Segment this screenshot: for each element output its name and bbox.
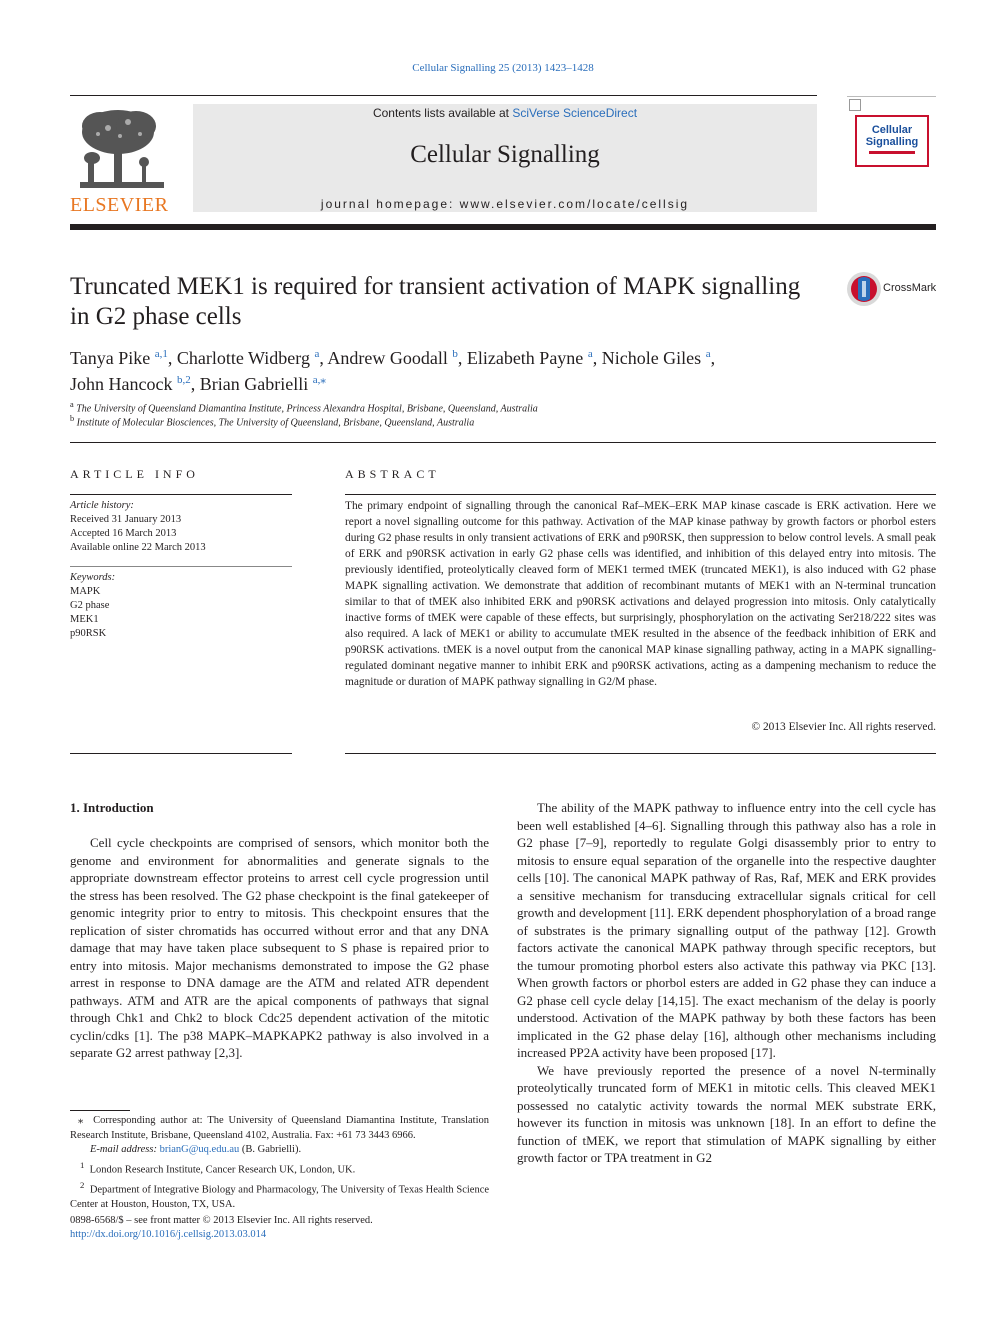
- divider: [70, 566, 292, 567]
- journal-cover: [855, 115, 929, 167]
- paragraph: Cell cycle checkpoints are comprised of sensors, which monitor both the genome and environment for abnormalities and generate signals to the appropriate downstream effector proteins to arrest cell cycle progression until the stress has been resolved. The G2 phase checkpoint is the final gatekeeper of genomic integrity prior to entry to mitosis. This checkpoint ensures that the replication of sister chromatids has occurred without error and that any DNA damage that may have taken place subsequent to S phase is repaired prior to entry into mitosis. Major mechanisms demonstrated to impose the G2 phase arrest in response to DNA damage are the ATM and related ATR dependent pathways. ATM and ATR are the apical components of pathways that signal through Chk1 and Chk2 to block Cdc25 dependent activation of the mitotic cyclin/cdks [1]. The p38 MAPK–MAPKAPK2 pathway is also involved in a separate G2 arrest pathway [2,3].: [70, 835, 489, 1060]
- journal-name: Cellular Signalling: [410, 141, 600, 168]
- author[interactable]: Nichole Giles $^a$: [601, 348, 711, 368]
- email-note: E-mail address: brianG@uq.edu.au (B. Gabrielli).: [90, 1144, 302, 1155]
- divider: [70, 442, 936, 443]
- author[interactable]: Charlotte Widberg $^a$: [176, 348, 320, 368]
- author[interactable]: Andrew Goodall $^b$: [327, 348, 458, 368]
- doi-link[interactable]: http://dx.doi.org/10.1016/j.cellsig.2013.03.014: [70, 1229, 267, 1240]
- abstract-text: The primary endpoint of signalling through the canonical Raf–MEK–ERK MAP kinase cascade is ERK activation. Here we report a novel signalling outcome for this pathway. Activation of the MAP kinase pathway by growth factors or phorbol esters during G2 phase results in only transient activations of ERK and p90RSK, then suppression to below control levels. A small peak of ERK and p90RSK activation in early G2 phase cells was identified, and inhibition of this delayed entry into mitosis. The previously identified, proteolytically cleaved form of MEK1 termed tMEK (truncated MEK1), is also induced with G2 phase MAPK signalling activation. We demonstrate that addition of recombinant mutants of MEK1 with an N-terminal truncation similar to that of tMEK also inhibited ERK and p90RSK activations and delayed progression into mitosis. Only catalytically inactive forms of tMEK were capable of these effects, but surprisingly, phosphorylation on the activating Ser218/222 sites was also required. A lack of MEK1 or ability to accumulate tMEK resulted in the absence of the feedback inhibition of ERK and p90RSK activations. tMEK is a novel output from the canonical MAP kinase signalling pathway, acting in a MAPK signalling-regulated dominant negative manner to inhibit ERK and p90RSK activations, acting as a dampening mechanism to reduce the magnitude or duration of MAPK pathway signalling in G2/M phase.: [345, 500, 936, 688]
- publisher-wordmark[interactable]: ELSEVIER: [70, 194, 169, 216]
- crossmark-badge[interactable]: [846, 271, 936, 307]
- footnote-2: $^2$ Department of Integrative Biology and Pharmacology, The University of Texas Health Science Center at Houston, Houston, TX, USA.: [70, 1179, 490, 1210]
- keyword: MAPK: [70, 586, 101, 597]
- author[interactable]: Tanya Pike $^{a,1}$: [70, 348, 168, 368]
- author[interactable]: John Hancock $^{b,2}$: [70, 374, 191, 394]
- paragraph: The ability of the MAPK pathway to influence entry into the cell cycle has been well established [4–6]. Signalling through this pathway also has a role in G2 phase [7–9], reportedly to regulate Golgi disassembly prior to entry to mitosis to ensure equal separation of the organelle into the respective daughter cells [10]. The canonical MAPK pathway of Ras, Raf, MEK and ERK provides a sensitive mechanism for transducing extracellular signals critical for cell growth and development [11]. ERK dependent phosphorylation of a broad range of substrates is the primary signalling output of the pathway [12]. Growth factors activate the canonical MAPK pathway through specific receptors, but the tumour promoting phorbol esters also activate this pathway via PKC [13]. When growth factors or phorbol esters are added in G2 phase they can induce a G2 phase cell cycle delay [14,15]. The exact mechanism of the delay is poorly understood. Activation of the MAPK pathway by both these factors has been implicated in the G2 phase delay [16], although other mechanisms including increased PP2A activity have been proposed [17].: [517, 800, 936, 1060]
- divider: [345, 753, 936, 754]
- body-right-column: [517, 799, 936, 1167]
- copyright: © 2013 Elsevier Inc. All rights reserved.: [751, 721, 936, 733]
- keyword: p90RSK: [70, 628, 107, 639]
- divider: [345, 494, 936, 495]
- footnote-rule: [70, 1110, 130, 1111]
- email-link[interactable]: brianG@uq.edu.au: [159, 1144, 240, 1155]
- keywords: [70, 571, 292, 641]
- article-history: [70, 499, 292, 555]
- keywords-label: Keywords:: [70, 572, 116, 583]
- keyword: G2 phase: [70, 600, 110, 611]
- author-list: Tanya Pike $^{a,1}$, Charlotte Widberg $^a$, Andrew Goodall $^b$, Elizabeth Payne $^a$, Nichole Giles $^a$, John Hancock $^{b,2}$, Brian Gabrielli $^{a,⁎}$: [70, 348, 716, 394]
- paragraph: We have previously reported the presence of a novel N-terminally proteolytically truncated form of MEK1 in mitotic cells. This cleaved MEK1 possessed no catalytic activity towards the normal MEK substrate ERK, however its function in mitosis was unknown [18]. In an effort to define the function of tMEK, we report that stimulation of MAPK signalling by either growth factor or TPA treatment in G2: [517, 1062, 936, 1165]
- keyword: MEK1: [70, 614, 99, 625]
- online-date: Available online 22 March 2013: [70, 542, 206, 553]
- contents-prefix: Contents lists available at: [372, 106, 513, 120]
- journal-citation[interactable]: Cellular Signalling 25 (2013) 1423–1428: [412, 62, 594, 74]
- footnote-1: $^1$ London Research Institute, Cancer Research UK, London, UK.: [80, 1159, 356, 1175]
- divider: [70, 494, 292, 495]
- header-thick-rule: [70, 224, 936, 230]
- footnotes: [70, 1114, 489, 1212]
- author[interactable]: Elizabeth Payne $^a$: [466, 348, 593, 368]
- sciencedirect-link[interactable]: SciVerse ScienceDirect: [512, 106, 638, 120]
- history-label: Article history:: [70, 500, 134, 511]
- abstract-heading: ABSTRACT: [345, 467, 440, 481]
- body-left-column: [70, 834, 489, 1062]
- divider: [70, 753, 292, 754]
- cover-title-line2: Signalling: [865, 136, 919, 148]
- accepted-date: Accepted 16 March 2013: [70, 528, 177, 539]
- corresponding-author-note: ⁎ Corresponding author at: The University of Queensland Diamantina Institute, Translation Research Institute, Brisbane, Queensland 4102, Australia. Fax: +61 73 3443 6966.: [70, 1115, 489, 1141]
- affiliation-b: $^b$ Institute of Molecular Biosciences, The University of Queensland, Brisbane, Queensland, Australia: [70, 414, 475, 429]
- cover-corner-icon: [849, 99, 861, 111]
- header-top-rule: [70, 95, 817, 96]
- contents-line: [193, 106, 817, 120]
- elsevier-tree-logo[interactable]: [70, 104, 170, 194]
- article-title: Truncated MEK1 is required for transient activation of MAPK signalling in G2 phase cells: [70, 273, 801, 330]
- tree-icon: [70, 104, 170, 194]
- received-date: Received 31 January 2013: [70, 514, 182, 525]
- affiliation-a: $^a$ The University of Queensland Diamantina Institute, Princess Alexandra Hospital, Brisbane, Queensland, Australia: [70, 400, 538, 415]
- article-info-heading: ARTICLE INFO: [70, 467, 199, 481]
- crossmark-label: CrossMark: [883, 282, 937, 294]
- cover-stripe: [869, 151, 915, 154]
- author[interactable]: Brian Gabrielli $^{a,⁎}$: [199, 374, 326, 394]
- journal-homepage[interactable]: journal homepage: www.elsevier.com/locate/cellsig: [320, 197, 690, 211]
- cover-title-line1: Cellular: [871, 124, 913, 136]
- section-heading: 1. Introduction: [70, 800, 154, 815]
- issn-line: 0898-6568/$ – see front matter © 2013 Elsevier Inc. All rights reserved.: [70, 1215, 373, 1226]
- crossmark-icon: [846, 271, 882, 307]
